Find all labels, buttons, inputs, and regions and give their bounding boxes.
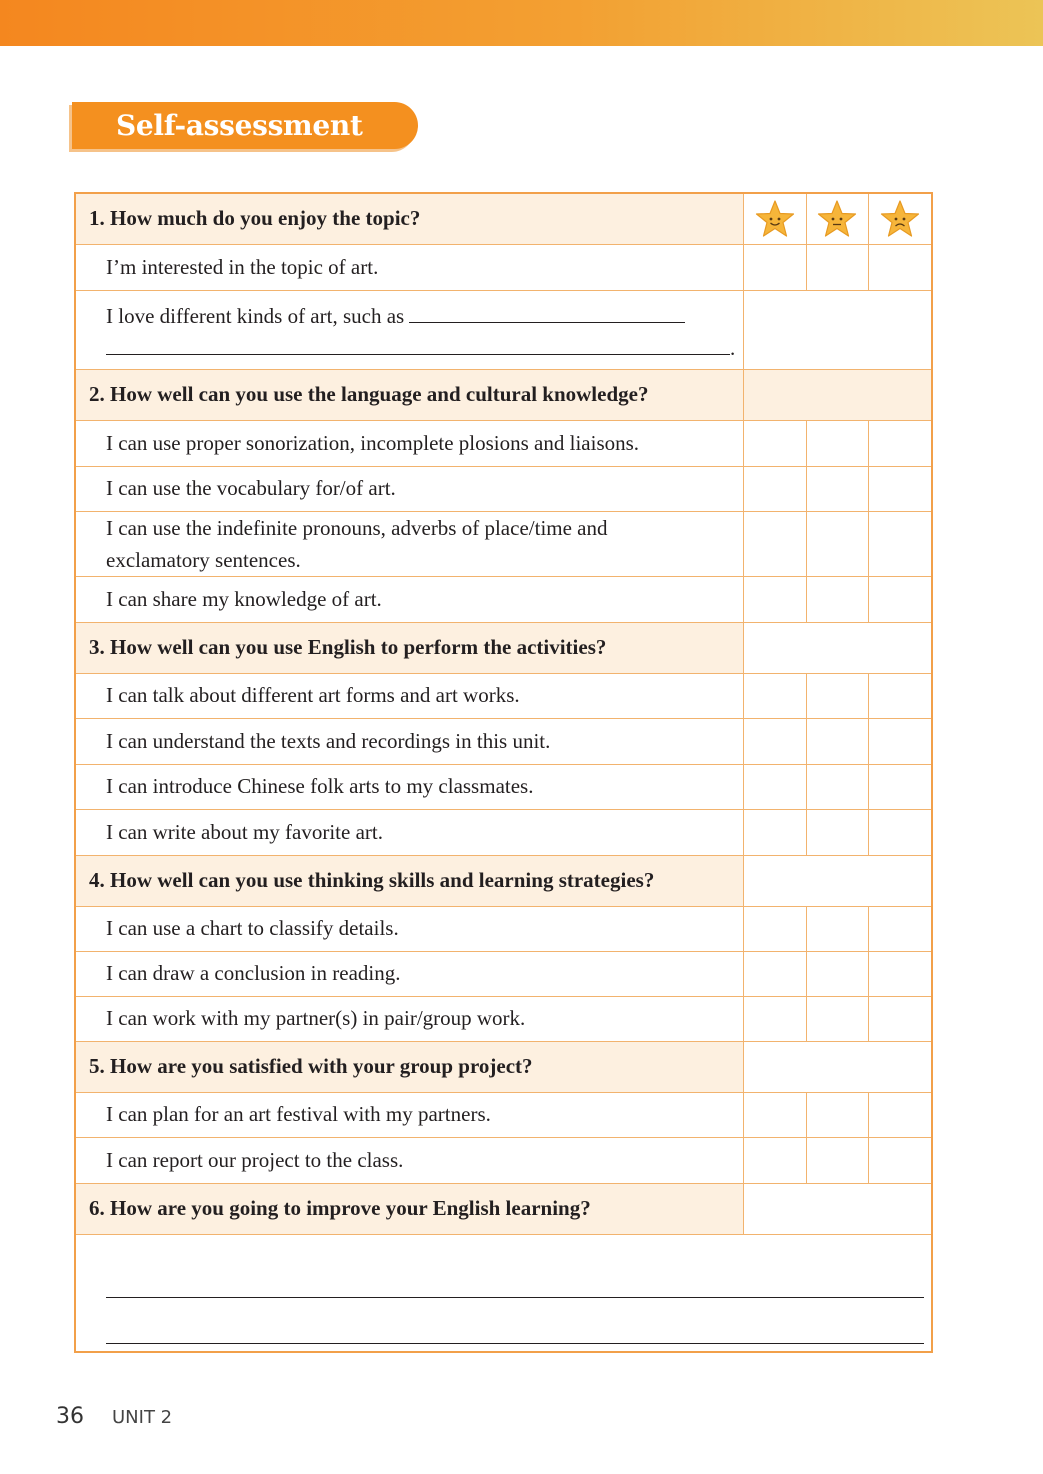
statement-text: I can share my knowledge of art. [75, 576, 743, 622]
smiling-star-icon [755, 199, 795, 239]
rating-cell-frowning[interactable] [868, 466, 932, 511]
statement-text: I can work with my partner(s) in pair/group work. [75, 996, 743, 1041]
statement-text: I can introduce Chinese folk arts to my classmates. [75, 764, 743, 809]
statement-row [75, 1137, 932, 1183]
statement-text: I’m interested in the topic of art. [75, 244, 743, 290]
rating-cell-frowning[interactable] [868, 576, 932, 622]
answer-blank-line[interactable] [106, 1245, 924, 1298]
rating-cell-smiling[interactable] [743, 809, 806, 855]
question-row [75, 855, 932, 906]
self-assessment-table [74, 192, 933, 1353]
statement-row [75, 576, 932, 622]
empty-rating-area [743, 290, 932, 369]
rating-cell-frowning[interactable] [868, 1137, 932, 1183]
question-row [75, 1041, 932, 1092]
rating-cell-frowning[interactable] [868, 511, 932, 576]
rating-cell-frowning[interactable] [868, 420, 932, 466]
rating-cell-neutral[interactable] [806, 244, 868, 290]
question-text: 3. How well can you use English to perform the activities? [75, 622, 743, 673]
rating-cell-neutral[interactable] [806, 466, 868, 511]
rating-cell-smiling[interactable] [743, 1092, 806, 1137]
statement-text: I can use a chart to classify details. [75, 906, 743, 951]
statement-text: I can use proper sonorization, incomplete plosions and liaisons. [75, 420, 743, 466]
question-row [75, 369, 932, 420]
question-row [75, 1183, 932, 1234]
statement-row [75, 809, 932, 855]
rating-cell-smiling[interactable] [743, 673, 806, 718]
rating-cell-smiling[interactable] [743, 244, 806, 290]
question-text: 4. How well can you use thinking skills and learning strategies? [75, 855, 743, 906]
fill-in-prefix: I love different kinds of art, such as [106, 303, 405, 328]
statement-text: I can report our project to the class. [75, 1137, 743, 1183]
rating-cell-neutral[interactable] [806, 764, 868, 809]
statement-row [75, 718, 932, 764]
rating-cell-frowning[interactable] [868, 906, 932, 951]
rating-cell-neutral[interactable] [806, 576, 868, 622]
statement-row [75, 466, 932, 511]
question-row-filler [743, 1041, 932, 1092]
statement-text: I can draw a conclusion in reading. [75, 951, 743, 996]
rating-cell-smiling[interactable] [743, 576, 806, 622]
rating-cell-smiling[interactable] [743, 764, 806, 809]
rating-cell-neutral[interactable] [806, 951, 868, 996]
rating-header-neutral [806, 193, 868, 244]
question-text: 1. How much do you enjoy the topic? [75, 193, 743, 244]
statement-text: I can use the indefinite pronouns, adverbs of place/time and exclamatory sentences. [75, 511, 743, 576]
question-text: 6. How are you going to improve your English learning? [75, 1183, 743, 1234]
frowning-star-icon [880, 199, 920, 239]
rating-cell-neutral[interactable] [806, 511, 868, 576]
section-title-tab [72, 102, 418, 149]
rating-cell-smiling[interactable] [743, 420, 806, 466]
question-row-filler [743, 855, 932, 906]
statement-text: I can talk about different art forms and art works. [75, 673, 743, 718]
statement-row [75, 511, 932, 576]
question-row [75, 622, 932, 673]
rating-cell-neutral[interactable] [806, 718, 868, 764]
statement-row [75, 996, 932, 1041]
rating-cell-frowning[interactable] [868, 764, 932, 809]
question-row-filler [743, 622, 932, 673]
statement-text: I can understand the texts and recordings in this unit. [75, 718, 743, 764]
rating-cell-frowning[interactable] [868, 673, 932, 718]
rating-cell-smiling[interactable] [743, 718, 806, 764]
fill-in-end: . [730, 335, 736, 360]
answer-blank-line[interactable] [106, 1298, 924, 1344]
rating-cell-smiling[interactable] [743, 466, 806, 511]
question-row-filler [743, 369, 932, 420]
answer-blank-line[interactable] [409, 302, 685, 323]
fill-in-cell [75, 290, 743, 369]
statement-text: I can write about my favorite art. [75, 809, 743, 855]
statement-row [75, 1092, 932, 1137]
statement-row [75, 420, 932, 466]
rating-cell-frowning[interactable] [868, 718, 932, 764]
statement-row [75, 906, 932, 951]
rating-cell-neutral[interactable] [806, 1137, 868, 1183]
question-row [75, 193, 932, 244]
neutral-star-icon [817, 199, 857, 239]
top-color-bar [0, 0, 1043, 46]
rating-cell-neutral[interactable] [806, 809, 868, 855]
rating-cell-smiling[interactable] [743, 996, 806, 1041]
question-text: 2. How well can you use the language and cultural knowledge? [75, 369, 743, 420]
rating-cell-neutral[interactable] [806, 996, 868, 1041]
answer-row [75, 1234, 932, 1352]
question-row-filler [743, 1183, 932, 1234]
fill-in-row [75, 290, 932, 369]
answer-blank-line[interactable] [106, 334, 730, 355]
rating-header-smiling [743, 193, 806, 244]
rating-cell-smiling[interactable] [743, 906, 806, 951]
unit-label: UNIT 2 [112, 1407, 173, 1428]
rating-cell-neutral[interactable] [806, 1092, 868, 1137]
answer-area [75, 1234, 932, 1352]
rating-cell-neutral[interactable] [806, 420, 868, 466]
statement-row [75, 951, 932, 996]
statement-text: I can use the vocabulary for/of art. [75, 466, 743, 511]
rating-cell-frowning[interactable] [868, 951, 932, 996]
statement-row [75, 764, 932, 809]
rating-header-frowning [868, 193, 932, 244]
statement-text: I can plan for an art festival with my partners. [75, 1092, 743, 1137]
page-number: 36 [56, 1404, 84, 1429]
rating-cell-smiling[interactable] [743, 511, 806, 576]
rating-cell-frowning[interactable] [868, 809, 932, 855]
rating-cell-frowning[interactable] [868, 996, 932, 1041]
rating-cell-neutral[interactable] [806, 673, 868, 718]
page-title: Self-assessment [116, 109, 363, 142]
rating-cell-frowning[interactable] [868, 244, 932, 290]
statement-row [75, 244, 932, 290]
rating-cell-neutral[interactable] [806, 906, 868, 951]
rating-cell-smiling[interactable] [743, 951, 806, 996]
rating-cell-smiling[interactable] [743, 1137, 806, 1183]
rating-cell-frowning[interactable] [868, 1092, 932, 1137]
question-text: 5. How are you satisfied with your group project? [75, 1041, 743, 1092]
statement-row [75, 673, 932, 718]
